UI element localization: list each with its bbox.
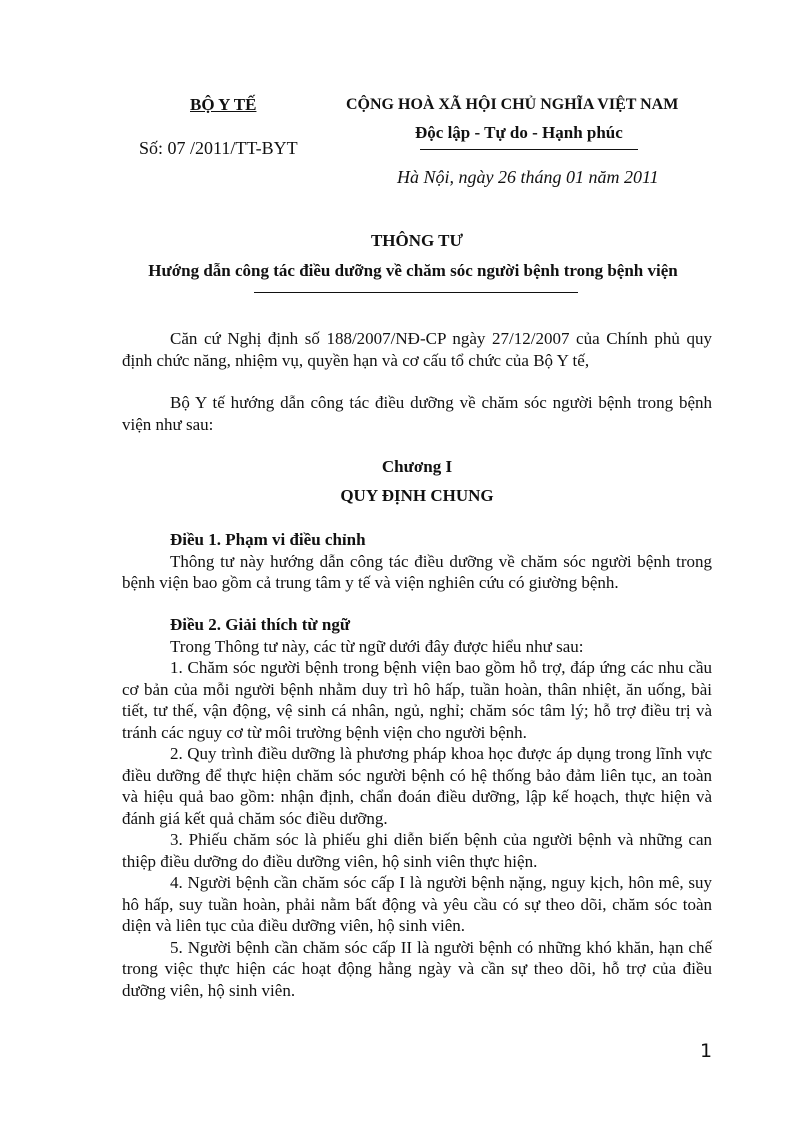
definition-item: 5. Người bệnh cần chăm sóc cấp II là người bệnh có những khó khăn, hạn chế trong việc thực hiện các hoạt động hằng ngày và cần sự theo dõi, hỗ trợ của điều dưỡng viên, hộ sinh viên. [122,937,712,1000]
preamble-paragraph: Bộ Y tế hướng dẫn công tác điều dưỡng về chăm sóc người bệnh trong bệnh viện như sau: [122,393,712,434]
chapter-name: QUY ĐỊNH CHUNG [340,486,494,505]
preamble-purpose [122,392,712,435]
country-name: CỘNG HOÀ XÃ HỘI CHỦ NGHĨA VIỆT NAM [346,96,679,113]
chapter-label: Chương I [381,457,453,476]
definition-item: 1. Chăm sóc người bệnh trong bệnh viện bao gồm hỗ trợ, đáp ứng các nhu cầu cơ bản của mỗi người bệnh nhằm duy trì hô hấp, tuần hoàn, thân nhiệt, ăn uống, bài tiết, tư thế, vận động, vệ sinh cá nhân, ngủ, nghỉ; chăm sóc tâm lý; hỗ trợ điều trị và tránh các nguy cơ từ môi trường bệnh viện cho người bệnh. [122,658,712,742]
title-underline [254,292,578,293]
document-subject: Hướng dẫn công tác điều dưỡng về chăm sóc người bệnh trong bệnh viện [148,261,678,280]
article-2 [122,614,712,1001]
definition-item: 4. Người bệnh cần chăm sóc cấp I là người bệnh nặng, nguy kịch, hôn mê, suy hô hấp, suy tuần hoàn, phải nằm bất động và yêu cầu có sự theo dõi, chăm sóc toàn diện và liên tục của điều dưỡng viên, hộ sinh viên. [122,873,712,935]
definition-item: 3. Phiếu chăm sóc là phiếu ghi diễn biến bệnh của người bệnh và những can thiệp điều dưỡng do điều dưỡng viên, hộ sinh viên thực hiện. [122,830,712,871]
place-date: Hà Nội, ngày 26 tháng 01 năm 2011 [397,167,659,187]
motto-underline [420,149,638,150]
article-1 [122,529,712,594]
national-motto: Độc lập - Tự do - Hạnh phúc [415,123,623,142]
page-number: 1 [700,1040,713,1062]
article-heading: Điều 2. Giải thích từ ngữ [170,615,351,634]
document-number: Số: 07 /2011/TT-BYT [139,138,298,158]
article-heading: Điều 1. Phạm vi điều chỉnh [170,530,366,549]
article-intro: Trong Thông tư này, các từ ngữ dưới đây được hiểu như sau: [170,636,584,656]
definition-item: 2. Quy trình điều dưỡng là phương pháp khoa học được áp dụng trong lĩnh vực điều dưỡng để thực hiện chăm sóc người bệnh có hệ thống bảo đảm liên tục, an toàn và hiệu quả bao gồm: nhận định, chẩn đoán điều dưỡng, lập kế hoạch, thực hiện và đánh giá kết quả chăm sóc điều dưỡng. [122,744,712,828]
preamble-legal-basis [122,328,712,371]
article-paragraph: Thông tư này hướng dẫn công tác điều dưỡng về chăm sóc người bệnh trong bệnh viện bao gồm cả trung tâm y tế và viện nghiên cứu có giường bệnh. [122,551,712,592]
issuing-agency: BỘ Y TẾ [190,95,257,114]
document-type: THÔNG TƯ [370,231,464,250]
preamble-paragraph: Căn cứ Nghị định số 188/2007/NĐ-CP ngày 27/12/2007 của Chính phủ quy định chức năng, nhiệm vụ, quyền hạn và cơ cấu tổ chức của Bộ Y tế, [122,329,712,370]
